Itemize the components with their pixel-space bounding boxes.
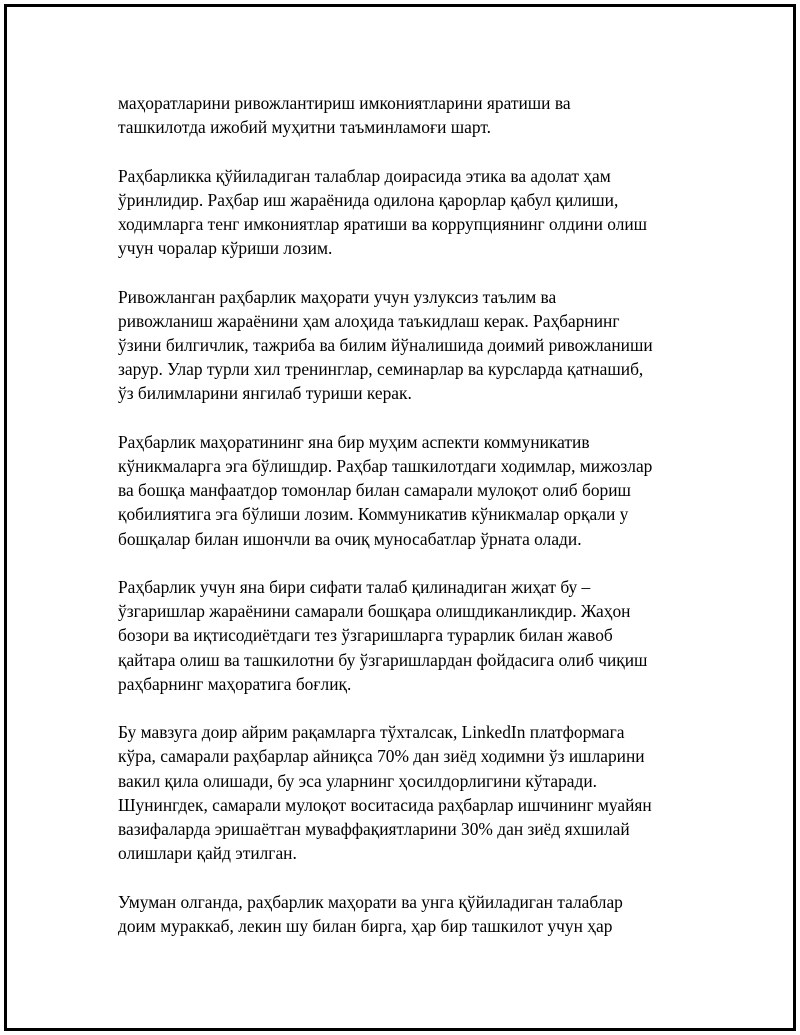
text-line: ўзгаришлар жараёнини самарали бошқара олишдиканликдир. Жаҳон <box>118 601 631 622</box>
text-line: вакил қила олишади, бу эса уларнинг ҳосилдорлигини кўтаради. <box>118 770 598 791</box>
text-line: қобилиятига эга бўлиши лозим. Коммуникатив кўникмалар орқали у <box>118 504 629 525</box>
text-line: Ривожланган раҳбарлик маҳорати учун узлуксиз таълим ва <box>118 286 557 307</box>
text-line: ўринлидир. Раҳбар иш жараёнида одилона қарорлар қабул қилиши, <box>118 189 619 210</box>
text-line: Раҳбарлик маҳоратининг яна бир муҳим аспекти коммуникатив <box>118 431 590 452</box>
text-line: зарур. Улар турли хил тренинглар, семинарлар ва курсларда қатнашиб, <box>118 359 644 380</box>
text-line: маҳоратларини ривожлантириш имкониятларини яратиши ва <box>118 93 571 113</box>
text-line: доим мураккаб, лекин шу билан бирга, ҳар бир ташкилот учун ҳар <box>118 915 613 936</box>
text-line: Раҳбарлик учун яна бири сифати талаб қилинадиган жиҳат бу – <box>118 577 591 597</box>
paragraph-3 <box>118 285 698 406</box>
text-line: ўзини билгичлик, тажриба ва билим йўналишида доимий ривожланиши <box>118 335 653 355</box>
text-line: бошқалар билан ишончли ва очиқ муносабатлар ўрната олади. <box>118 528 582 549</box>
text-line: ривожланиш жараёнини ҳам алоҳида таъкидлаш керак. Раҳбарнинг <box>118 310 620 331</box>
paragraph-7 <box>118 890 698 938</box>
text-line: ва бошқа манфаатдор томонлар билан самарали мулоқот олиб бориш <box>118 480 631 501</box>
text-line: раҳбарнинг маҳоратига боғлиқ. <box>118 673 352 694</box>
text-line: Умуман олганда, раҳбарлик маҳорати ва унга қўйиладиган талаблар <box>118 891 623 912</box>
text-line: олишлари қайд этилган. <box>118 843 297 864</box>
text-line: кўра, самарали раҳбарлар айниқса 70% дан зиёд ходимни ўз ишларини <box>118 746 645 767</box>
paragraph-1 <box>118 91 698 139</box>
text-line: ўз билимларини янгилаб туриши керак. <box>118 383 412 404</box>
text-line: қайтара олиш ва ташкилотни бу ўзгаришлардан фойдасига олиб чиқиш <box>118 649 648 670</box>
paragraph-2 <box>118 164 698 261</box>
text-line: Бу мавзуга доир айрим рақамларга тўхталсак, LinkedIn платформага <box>118 722 625 743</box>
text-line: Шунингдек, самарали мулоқот воситасида раҳбарлар ишчининг муайян <box>118 794 652 815</box>
text-line: вазифаларда эришаётган муваффақиятларини 30% дан зиёд яхшилай <box>118 819 630 840</box>
document-body <box>118 91 698 962</box>
text-line: бозори ва иқтисодиётдаги тез ўзгаришларга турарлик билан жавоб <box>118 625 613 646</box>
text-line: Раҳбарликка қўйиладиган талаблар доирасида этика ва адолат ҳам <box>118 165 611 186</box>
paragraph-4 <box>118 430 698 551</box>
text-line: учун чоралар кўриши лозим. <box>118 238 333 259</box>
text-line: ходимларга тенг имкониятлар яратиши ва коррупциянинг олдини олиш <box>118 214 648 234</box>
text-line: ташкилотда ижобий муҳитни таъминламоғи шарт. <box>118 117 492 138</box>
paragraph-5 <box>118 575 698 696</box>
paragraph-6 <box>118 720 698 865</box>
text-line: кўникмаларга эга бўлишдир. Раҳбар ташкилотдаги ходимлар, мижозлар <box>118 456 653 476</box>
